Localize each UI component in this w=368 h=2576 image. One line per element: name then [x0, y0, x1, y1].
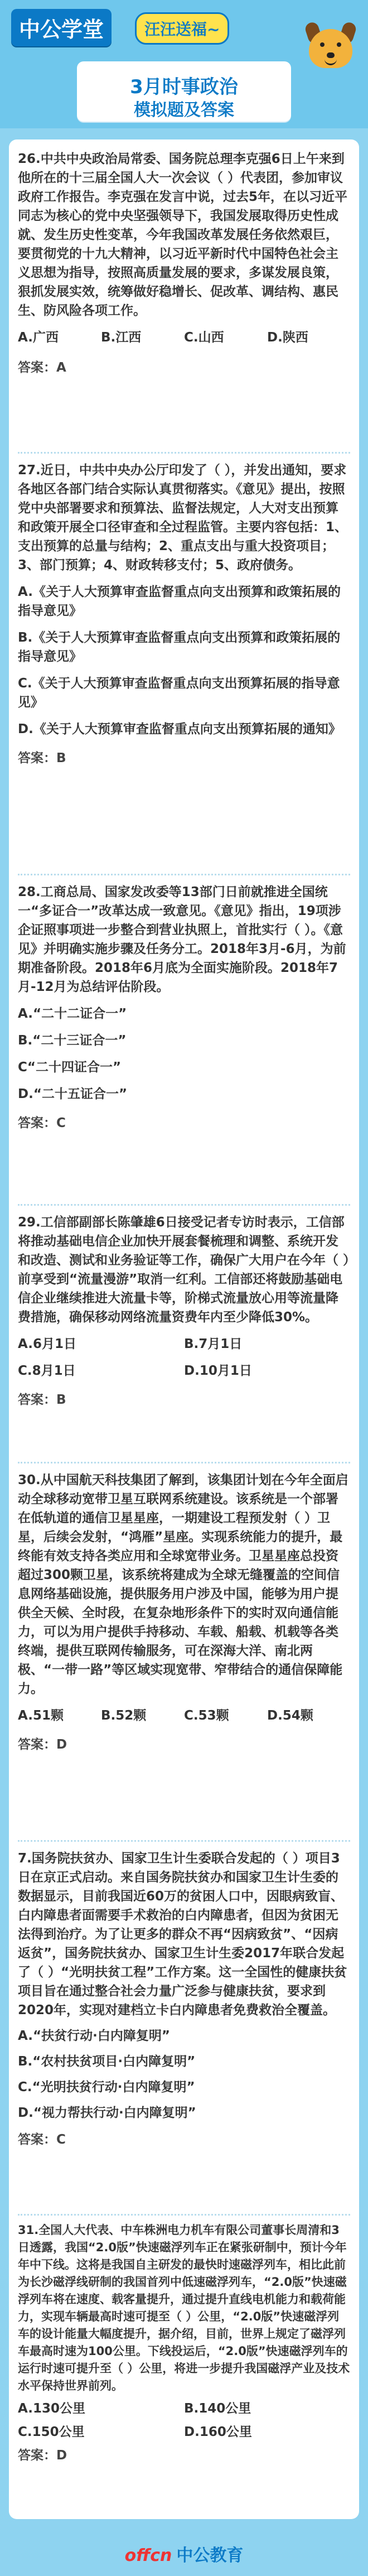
- option-d: D.“视力帮扶行动·白内障复明”: [18, 2106, 196, 2120]
- option-d: D.《关于人大预算审查监督重点向支出预算拓展的通知》: [18, 722, 341, 736]
- answer: 答案：C: [18, 1116, 66, 1130]
- option-b: B.140公里: [184, 2401, 251, 2416]
- question-text: 28.工商总局、国家发改委等13部门日前就推进全国统一“多证合一”改革达成一致意见。《意见》指出，19项涉企证照事项进一步整合到营业执照上，首批实行（ ）。《意见》并明确实施步骤及任务分工。2018年3月-6月，为前期准备阶段。2018年6月底为全面实施阶段。2018年7月-12月为总结评估阶段。: [18, 885, 346, 994]
- question-28: [18, 883, 350, 1133]
- option-a: A.“扶贫行动·白内障复明”: [18, 2029, 170, 2043]
- options-row-1: [18, 2399, 350, 2418]
- option-a: A.“二十二证合一”: [18, 1007, 127, 1021]
- question-31: [18, 2222, 350, 2465]
- answer: 答案：B: [18, 751, 66, 765]
- option-c: C.“光明扶贫行动·白内障复明”: [18, 2080, 195, 2094]
- slogan-badge: 汪汪送福~: [135, 12, 229, 45]
- answer: 答案：C: [18, 2132, 66, 2147]
- question-7: [18, 1849, 350, 2149]
- offcn-logo-mark: offcn: [124, 2546, 172, 2565]
- answer: 答案：D: [18, 1737, 67, 1752]
- option-d: D.54颗: [267, 1708, 313, 1723]
- option-d: D.10月1日: [184, 1364, 252, 1378]
- footer-logo: [125, 2541, 244, 2566]
- option-b: B.江西: [101, 330, 142, 345]
- options-row-2: [18, 1361, 350, 1380]
- option-b: B.《关于人大预算审查监督重点向支出预算和政策拓展的指导意见》: [18, 630, 341, 664]
- options-row-1: [18, 1335, 350, 1354]
- question-text: 30.从中国航天科技集团了解到，该集团计划在今年全面启动全球移动宽带卫星互联网系统建设。该系统是一个部署在低轨道的通信卫星星座，一期建设工程预发射（ ）卫星，后续会发射，“鸿雁”星座。实现系统能力的提升，最终能有效支持各类应用和全球宽带业务。卫星星座总投资超过300颗卫星，该系统将建成为全球无缝覆盖的空间信息网络基础设施，提供服务用户涉及中国，能够为用户提供全天候、全时段，在复杂地形条件下的实时双向通信能力，可以为用户提供手持移动、车载、船载、机载等各类终端，提供互联网传输服务，可在深海大洋、南北两极、“一带一路”等区域实现宽带、窄带结合的通信保障能力。: [18, 1473, 348, 1696]
- option-a: A.51颗: [18, 1708, 64, 1723]
- option-b: B.“农村扶贫项目·白内障复明”: [18, 2054, 196, 2069]
- option-b: B.“二十三证合一”: [18, 1033, 127, 1048]
- options-row-2: [18, 2423, 350, 2442]
- option-d: D.160公里: [184, 2425, 252, 2439]
- option-a: A.广西: [18, 330, 59, 345]
- answer: 答案：B: [18, 1393, 66, 1407]
- question-29: [18, 1213, 350, 1409]
- answer: 答案：D: [18, 2448, 67, 2463]
- option-a: A.《关于人大预算审查监督重点向支出预算和政策拓展的指导意见》: [18, 585, 341, 618]
- title-line-2: 模拟题及答案: [134, 100, 234, 120]
- question-27: [18, 461, 350, 768]
- question-text: 29.工信部副部长陈肇雄6日接受记者专访时表示，工信部将推动基础电信企业加快开展套餐梳理和调整、系统开发和改造、测试和业务验证等工作，确保广大用户在今年（ ）前享受到“流量漫游”取消一红利。工信部还将鼓励基础电信企业继续推进大流量卡等，阶梯式流量放心用等流量降费措施，确保移动网络流量资费年内至少降低30%。: [18, 1215, 350, 1325]
- option-b: B.7月1日: [184, 1337, 243, 1351]
- content-card: [9, 139, 359, 2519]
- option-d: D.陕西: [267, 330, 308, 345]
- title-line-1: 3月时事政治: [130, 76, 238, 98]
- dog-mascot-icon: [306, 18, 356, 79]
- option-c: C.53颗: [184, 1708, 229, 1723]
- option-b: B.52颗: [101, 1708, 147, 1723]
- divider: [18, 2214, 350, 2216]
- question-text: 7.国务院扶贫办、国家卫生计生委联合发起的（ ）项目3日在京正式启动。来自国务院扶贫办和国家卫生计生委的数据显示，目前我国近60万的贫困人口中，因眼病致盲、白内障患者面需要手术救治的白内障患者，但因为贫困无法得到治疗。为了让更多的群众不再“因病致贫”、“因病返贫”，国务院扶贫办、国家卫生计生委2017年联合发起了（ ）“光明扶贫工程”工作方案。这一全国性的健康扶贫项目旨在通过整合社会力量广泛参与健康扶贫，要求到2020年，实现对建档立卡白内障患者免费救治全覆盖。: [18, 1851, 347, 2018]
- divider: [18, 1462, 350, 1463]
- options-row: [18, 1706, 350, 1725]
- divider: [18, 452, 350, 454]
- title-card: [77, 61, 291, 122]
- divider: [18, 874, 350, 875]
- question-text: 31.全国人大代表、中车株洲电力机车有限公司董事长周清和3日透露，我国“2.0版”快速磁浮列车正在紧张研制中，预计今年年中下线。这将是我国自主研发的最快时速磁浮列车，相比此前为长沙磁浮线研制的我国首列中低速磁浮列车，“2.0版”快速磁浮列车将在速度、载客量提升，通过提升直线电机能力和载荷能力，实现车辆最高时速可提至（ ）公里，“2.0版”快速磁浮列车的设计能量大幅度提升，据介绍，目前，世界上规定了磁浮列车最高时速为100公里。下线投运后，“2.0版”快速磁浮列车的运行时速可提升至（ ）公里，将进一步提升我国磁浮产业及技术水平保持世界前列。: [18, 2223, 350, 2392]
- divider: [18, 1204, 350, 1206]
- divider: [18, 1840, 350, 1842]
- footer: [0, 2526, 368, 2576]
- option-c: C“二十四证合一”: [18, 1060, 122, 1075]
- question-26: [18, 150, 350, 377]
- header: [0, 0, 368, 128]
- options-row: [18, 328, 350, 347]
- brand-badge: 中公学堂: [11, 9, 112, 46]
- option-c: C.8月1日: [18, 1364, 76, 1378]
- option-a: A.6月1日: [18, 1337, 76, 1351]
- option-d: D.“二十五证合一”: [18, 1087, 128, 1101]
- option-c: C.山西: [184, 330, 224, 345]
- question-30: [18, 1471, 350, 1754]
- question-text: 27.近日，中共中央办公厅印发了（ ），并发出通知，要求各地区各部门结合实际认真贯彻落实。《意见》提出，按照党中央部署要求和预算法、监督法规定，人大对支出预算和政策开展全口径审查和全过程监管。主要内容包括：1、支出预算的总量与结构；2、重点支出与重大投资项目；3、部门预算；4、财政转移支付；5、政府债务。: [18, 463, 348, 572]
- option-c: C.《关于人大预算审查监督重点向支出预算拓展的指导意见》: [18, 676, 340, 710]
- option-c: C.150公里: [18, 2425, 85, 2439]
- answer: 答案：A: [18, 360, 66, 375]
- option-a: A.130公里: [18, 2401, 85, 2416]
- footer-logo-text: 中公教育: [176, 2546, 244, 2565]
- question-text: 26.中共中央政治局常委、国务院总理李克强6日上午来到他所在的十三届全国人大一次会议（ ）代表团，参加审议政府工作报告。李克强在发言中说，过去5年，在以习近平同志为核心的党中央坚强领导下，我国发展取得历史性成就、发生历史性变革，今年我国改革发展任务依然艰巨，要贯彻党的十九大精神，以习近平新时代中国特色社会主义思想为指导，按照高质量发展的要求，多谋发展良策，狠抓发展实效，统筹做好稳增长、促改革、调结构、惠民生、防风险各项工作。: [18, 152, 348, 318]
